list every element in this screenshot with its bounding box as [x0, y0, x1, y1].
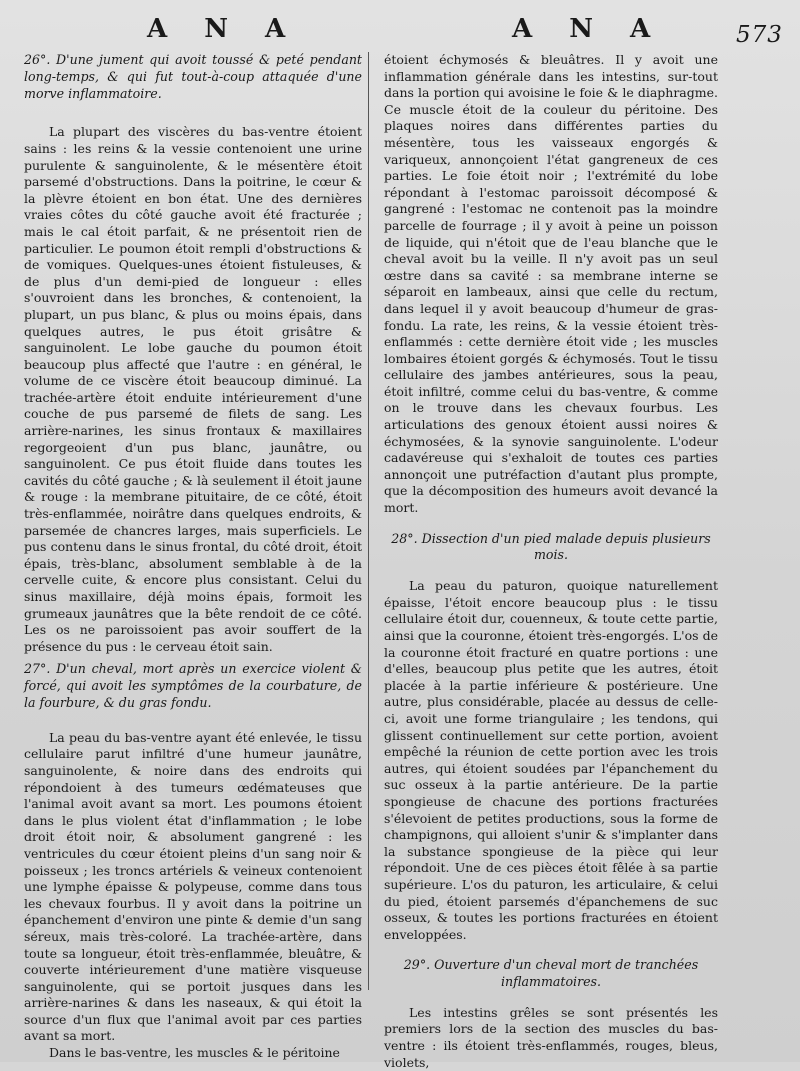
section-28-body: La peau du paturon, quoique naturellement épaisse, l'étoit encore beaucoup plus : le tissu cellulaire étoit dur, couenneux, & toute cette partie, ainsi que la couronne, étoient très-engorgés. L'os de la couronne étoit fracturé en quatre portions : une d'elles, beaucoup plus petite que les autres, étoit placée à la partie inférieure & postérieure. Une autre, plus considérable, placée au dessus de celle-ci, avoit une forme triangulaire ; les tendons, qui glissent continuellement sur cette portion, avoient empêché la réunion de cette portion avec les trois autres, qui étoient soudées par l'épanchement du suc osseux à la partie antérieure. De la partie spongieuse de chacune des portions fracturées s'élevoient de petites productions, sous la forme de champignons, qui alloient s'unir & s'implanter dans la substance spongieuse de la pièce qui leur répondoit. Une de ces pièces étoit fêlée à sa partie supérieure. L'os du paturon, les articulaire, & celui du pied, étoient parsemés d'épanchemens de suc osseux, & toutes les portions fracturées en étoient enveloppées. [384, 578, 718, 942]
right-running-head: A N A [512, 14, 665, 44]
right-column [384, 52, 718, 1071]
section-27-heading: 27°. D'un cheval, mort après un exercice violent & forcé, qui avoit les symptômes de la courbature, de la fourbure, & du gras fondu. [24, 661, 362, 710]
section-27-body: La peau du bas-ventre ayant été enlevée, le tissu cellulaire parut infiltré d'une humeur jaunâtre, sanguinolente, & noire dans des endroits qui répondoient à des tumeurs œdémateuses que l'animal avoit avant sa mort. Les poumons étoient dans le plus violent état d'inflammation ; le lobe droit étoit noir, & absolument gangrené : les ventricules du cœur étoient pleins d'un sang noir & poisseux ; les troncs artériels & veineux contenoient une lymphe épaisse & polypeuse, comme dans tous les chevaux fourbus. Il y avoit dans la poitrine un épanchement d'environ une pinte & demie d'un sang séreux, mais très-coloré. La trachée-artère, dans toute sa longueur, étoit très-enflammée, bleuâtre, & couverte intérieurement d'une matière visqueuse sanguinolente, qui se portoit jusques dans les arrière-narines & dans les naseaux, & qui étoit la source d'un flux que l'animal avoit par ces parties avant sa mort. [24, 729, 362, 1044]
section-28-heading: 28°. Dissection d'un pied malade depuis plusieurs mois. [391, 530, 711, 563]
section-26-heading: 26°. D'une jument qui avoit toussé & peté pendant long-temps, & qui fut tout-à-coup attaquée d'une morve inflammatoire. [24, 52, 362, 101]
section-29-body: Les intestins grêles se sont présentés les premiers lors de la section des muscles du bas-ventre : ils étoient très-enflammés, rouges, bleus, violets, [384, 1004, 718, 1070]
section-27-last-line: Dans le bas-ventre, les muscles & le péritoine [49, 1045, 340, 1061]
section-26-body: La plupart des viscères du bas-ventre étoient sains : les reins & la vessie contenoient une urine purulente & sanguinolente, & le mésentère étoit parsemé d'obstructions. Dans la poitrine, le cœur & la plèvre étoient en bon état. Une des dernières vraies côtes du côté gauche avoit été fracturée ; mais le cal étoit parfait, & ne présentoit rien de particulier. Le poumon étoit rempli d'obstructions & de vomiques. Quelques-unes étoient fistuleuses, & de plus d'un demi-pied de longueur : elles s'ouvroient dans les bronches, & contenoient, la plupart, un pus blanc, & plus ou moins épais, dans quelques autres, le pus étoit grisâtre & sanguinolent. Le lobe gauche du poumon étoit beaucoup plus affecté que l'autre : en général, le volume de ce viscère étoit beaucoup diminué. La trachée-artère étoit enduite intérieurement d'une couche de pus parsemé de filets de sang. Les arrière-narines, les sinus frontaux & maxillaires regorgeoient d'un pus blanc, jaunâtre, ou sanguinolent. Ce pus étoit fluide dans toutes les cavités du côté gauche ; & là seulement il étoit jaune & rouge : la membrane pituitaire, de ce côté, étoit très-enflammée, noirâtre dans quelques endroits, & parsemée de chancres larges, mais superficiels. Le pus contenu dans le sinus frontal, du côté droit, étoit épais, très-blanc, absolument semblable à de la cervelle cuite, & encore plus consistant. Celui du sinus maxillaire, déjà moins épais, formoit les grumeaux jaunâtres que la bête rendoit de ce côté. Les os ne paroissoient pas avoir souffert de la présence du pus : le cerveau étoit sain. [24, 124, 362, 654]
left-running-head: A N A [147, 14, 300, 44]
section-29-heading: 29°. Ouverture d'un cheval mort de tranchées inflammatoires. [403, 957, 699, 990]
continuation-body: étoient échymosés & bleuâtres. Il y avoit une inflammation générale dans les intestins, sur-tout dans la portion qui avoisine le foie & le diaphragme. Ce muscle étoit de la couleur du péritoine. Des plaques noires dans différentes parties du mésentère, tous les vaisseaux engorgés & variqueux, annonçoient l'état gangreneux de ces parties. Le foie étoit noir ; l'extrémité du lobe répondant à l'estomac paroissoit décomposé & gangrené : l'estomac ne contenoit pas la moindre parcelle de fourrage ; il y avoit à peine un poisson de liquide, qui n'étoit que de l'eau blanche que le cheval avoit bu la veille. Il n'y avoit pas un seul œstre dans sa cavité : sa membrane interne se séparoit en lambeaux, ainsi que celle du rectum, dans lequel il y avoit beaucoup d'humeur de gras-fondu. La rate, les reins, & la vessie étoient très-enflammés : cette dernière étoit vide ; les muscles lombaires étoient gorgés & échymosés. Tout le tissu cellulaire des jambes antérieures, sous la peau, étoit infiltré, comme celui du bas-ventre, & comme on le trouve dans les chevaux fourbus. Les articulations des genoux étoient aussi noires & échymosées, & la synovie sanguinolente. L'odeur cadavéreuse qui s'exhaloit de toutes ces parties annonçoit une putréfaction d'autant plus prompte, que la décomposition des humeurs avoit devancé la mort. [384, 52, 718, 516]
page-number: 573 [736, 22, 783, 48]
column-divider [368, 52, 369, 990]
left-column [24, 52, 362, 1062]
